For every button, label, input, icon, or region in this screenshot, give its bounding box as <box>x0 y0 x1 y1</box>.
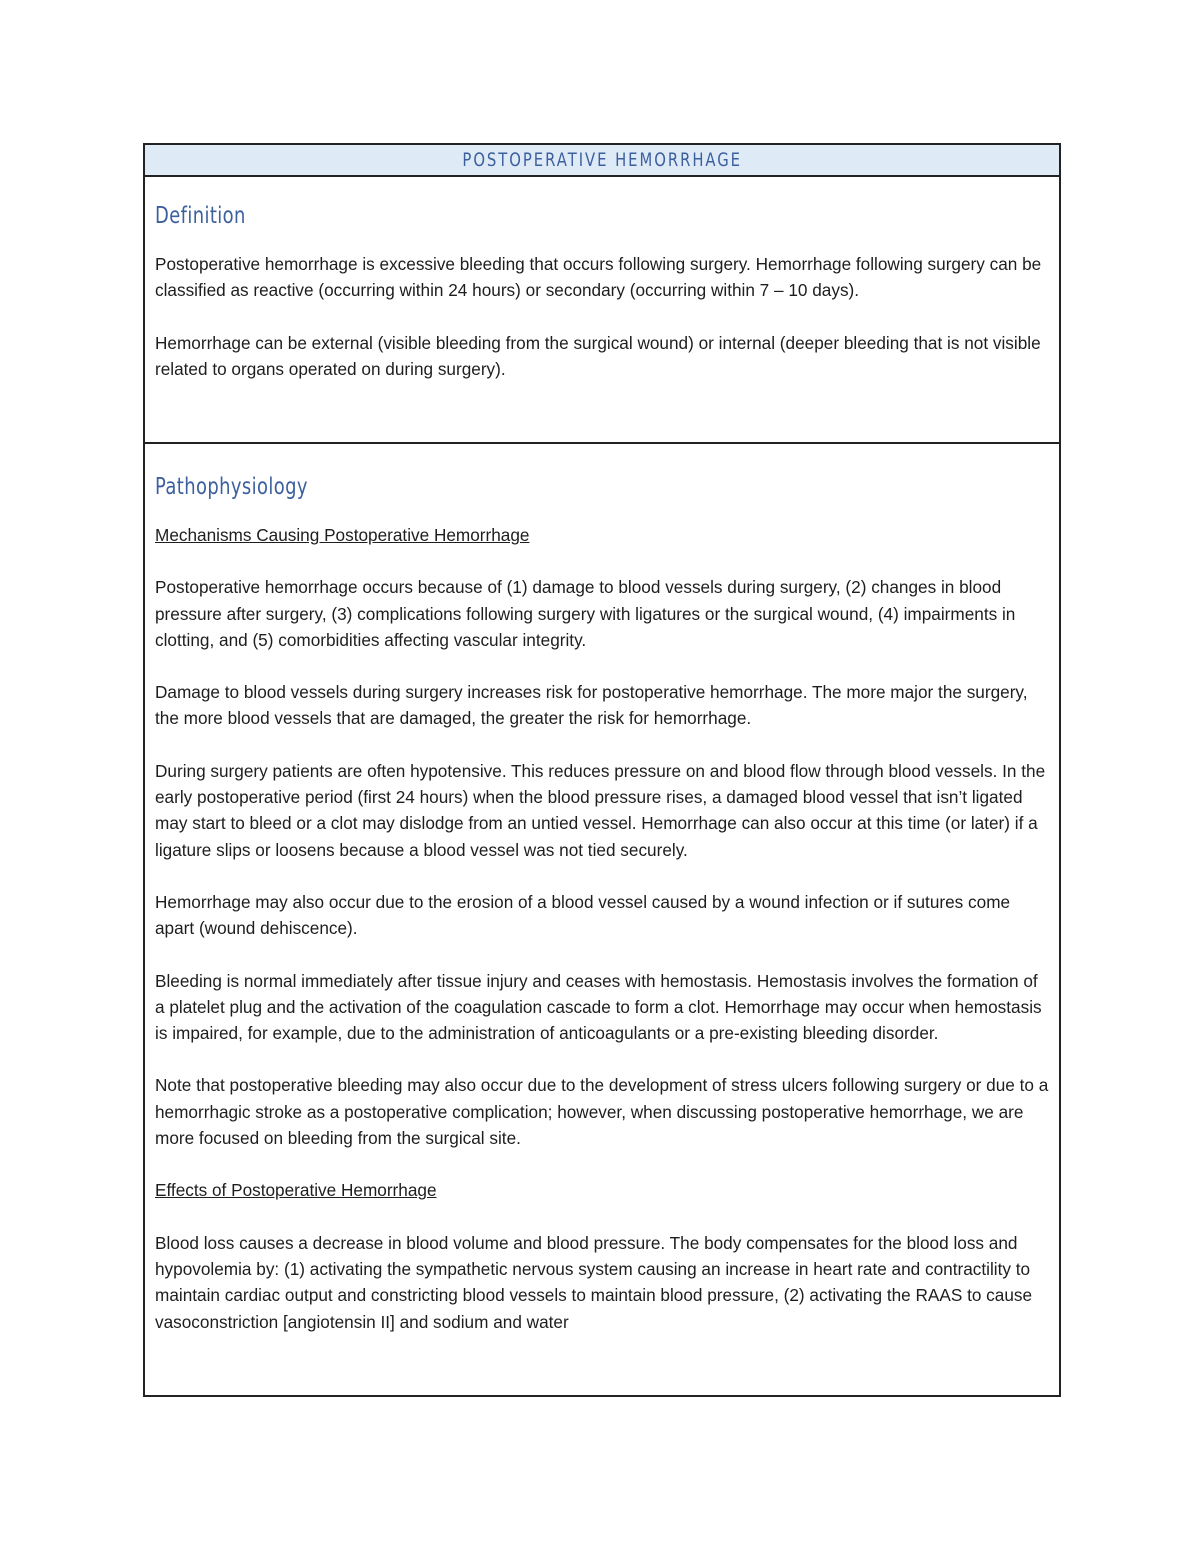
definition-cell <box>145 177 1059 444</box>
title-row <box>145 145 1059 177</box>
effects-subheading: Effects of Postoperative Hemorrhage <box>155 1180 437 1201</box>
definition-paragraph-2: Hemorrhage can be external (visible bleeding from the surgical wound) or internal (deeper bleeding that is not visible related to organs operated on during surgery). <box>155 332 1041 379</box>
definition-heading: Definition <box>155 203 246 229</box>
page-title: POSTOPERATIVE HEMORRHAGE <box>462 149 742 171</box>
document-table <box>143 143 1061 1397</box>
mechanisms-paragraph-3: During surgery patients are often hypotensive. This reduces pressure on and blood flow through blood vessels. In the early postoperative period (first 24 hours) when the blood pressure rises, a damaged blood vessel that isn’t ligated may start to bleed or a clot may dislodge from an untied vessel. Hemorrhage can also occur at this time (or later) if a ligature slips or loosens because a blood vessel was not tied securely. <box>155 760 1046 860</box>
mechanisms-paragraph-2: Damage to blood vessels during surgery increases risk for postoperative hemorrhage. The more major the surgery, the more blood vessels that are damaged, the greater the risk for hemorrhage. <box>155 682 1028 729</box>
mechanisms-paragraph-1: Postoperative hemorrhage occurs because of (1) damage to blood vessels during surgery, (2) changes in blood pressure after surgery, (3) complications following surgery with ligatures or the surgical wound, (4) impairments in clotting, and (5) comorbidities affecting vascular integrity. <box>155 577 1016 650</box>
mechanisms-paragraph-5: Bleeding is normal immediately after tissue injury and ceases with hemostasis. Hemostasis involves the formation of a platelet plug and the activation of the coagulation cascade to form a clot. Hemorrhage may occur when hemostasis is impaired, for example, due to the administration of anticoagulants or a pre-existing bleeding disorder. <box>155 970 1042 1044</box>
mechanisms-paragraph-4: Hemorrhage may also occur due to the erosion of a blood vessel caused by a wound infection or if sutures come apart (wound dehiscence). <box>155 891 1011 939</box>
mechanisms-subheading: Mechanisms Causing Postoperative Hemorrhage <box>155 525 530 545</box>
pathophysiology-cell <box>145 444 1059 1395</box>
pathophysiology-heading: Pathophysiology <box>155 474 308 500</box>
definition-paragraph-1: Postoperative hemorrhage is excessive bleeding that occurs following surgery. Hemorrhage following surgery can be classified as reactive (occurring within 24 hours) or secondary (occurring within 7 – 10 days). <box>155 254 1042 301</box>
effects-paragraph-1: Blood loss causes a decrease in blood volume and blood pressure. The body compensates for the blood loss and hypovolemia by: (1) activating the sympathetic nervous system causing an increase in heart rate and contractility to maintain cardiac output and constricting blood vessels to maintain blood pressure, (2) activating the RAAS to cause vasoconstriction [angiotensin II] and sodium and water <box>155 1232 1033 1332</box>
mechanisms-paragraph-6: Note that postoperative bleeding may also occur due to the development of stress ulcers following surgery or due to a hemorrhagic stroke as a postoperative complication; however, when discussing postoperative hemorrhage, we are more focused on bleeding from the surgical site. <box>155 1075 1049 1149</box>
